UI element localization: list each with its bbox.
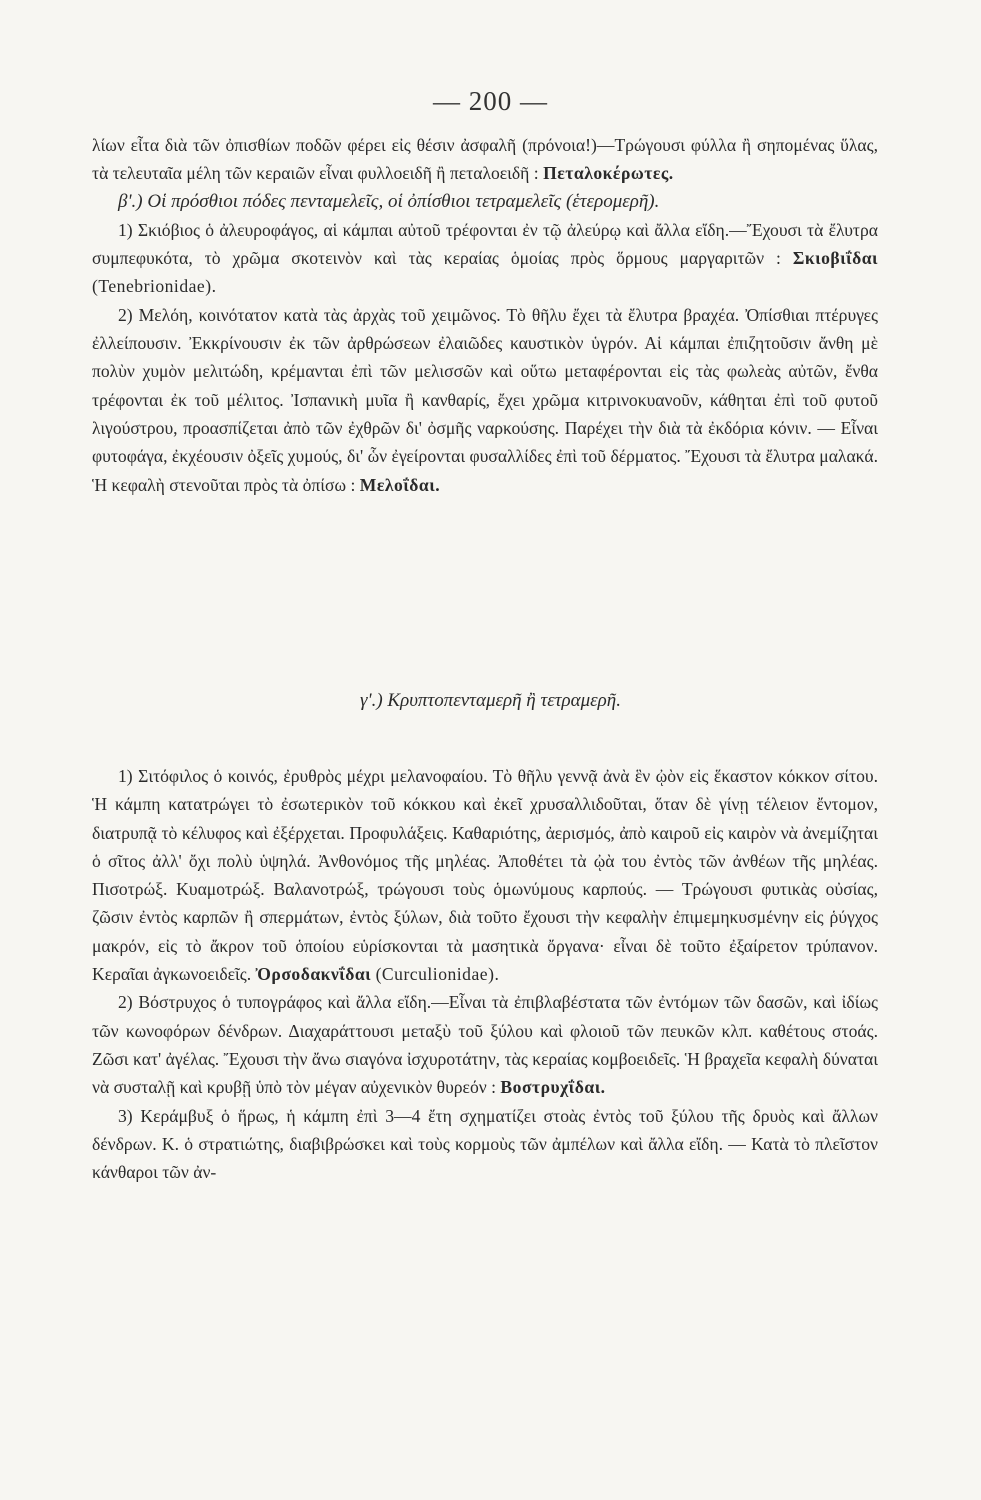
- latin-name: (Curculionidae).: [375, 964, 500, 985]
- family-name: Μελοΐδαι.: [359, 474, 441, 495]
- page-number: — 200 —: [433, 86, 548, 116]
- family-name: Πεταλοκέρωτες.: [543, 163, 674, 184]
- paragraph-meloe: 2) Μελόη, κοινότατον κατὰ τὰς ἀρχὰς τοῦ χειμῶνος. Τὸ θῆλυ ἔχει τὰ ἔλυτρα βραχέα. Ὀπίσθιαι πτέρυγες ἐλλείπουσιν. Ἐκκρίνουσιν ἐκ τῶν ἀρθρώσεων ἐλαιῶδες καυστικὸν ὑγρόν. Αἱ κάμπαι ἐπιζητοῦσιν ἄνθη μὲ πολὺν χυμὸν μελιτώδη, κρέμανται ἐπὶ τῶν μελισσῶν καὶ οὕτω μεταφέρονται εἰς τὰς φωλεὰς αὐτῶν, ἔνθα τρέφονται ἐκ τοῦ μέλιτος. Ἰσπανικὴ μυῖα ἢ κανθαρίς, ἔχει χρῶμα κιτρινοκυανοῦν, κάθηται ἐπὶ τοῦ φυτοῦ λιγούστρου, προασπίζεται ἀπὸ τῶν ἐχθρῶν δι' ὀσμῆς ναρκούσης. Παρέχει τὴν διὰ τὰ ἐκδόρια κόνιν. — Εἶναι φυτοφάγα, ἐκχέουσιν ὀξεῖς χυμούς, δι' ὧν ἐγείρονται φυσαλλίδες ἐπὶ τοῦ δέρματος. Ἔχουσι τὰ ἔλυτρα μαλακά. Ἡ κεφαλὴ στενοῦται πρὸς τὰ ὀπίσω : Μελοΐδαι.: [92, 304, 878, 495]
- paragraph-cerambyx: 3) Κεράμβυξ ὁ ἥρως, ἡ κάμπη ἐπὶ 3—4 ἔτη σχηματίζει στοὰς ἐντὸς τοῦ ξύλου τῆς δρυὸς καὶ ἄλλων δένδρων. Κ. ὁ στρατιώτης, διαβιβρώσκει καὶ τοὺς κορμοὺς τῶν ἀμπέλων καὶ ἄλλα εἴδη. — Κατὰ τὸ πλεῖστον κάνθαροι τῶν ἀν-: [92, 1105, 878, 1183]
- section-gamma-heading: γ'.) Κρυπτοπενταμερῆ ἢ τετραμερῆ.: [360, 690, 621, 711]
- section-a-text: [92, 131, 878, 499]
- paragraph-intro: λίων εἶτα διὰ τῶν ὀπισθίων ποδῶν φέρει εἰς θέσιν ἀσφαλῆ (πρόνοια!)—Τρώγουσι φύλλα ἢ σηπομένας ὕλας, τὰ τελευταῖα μέλη τῶν κεραιῶν εἶναι φυλλοειδῆ ἢ πεταλοειδῆ : Πεταλοκέρωτες.: [92, 135, 878, 184]
- family-name: Ὀρσοδακνΐδαι: [255, 964, 372, 985]
- family-name: Βοστρυχΐδαι.: [500, 1077, 606, 1098]
- paragraph-bostrychus: 2) Βόστρυχος ὁ τυπογράφος καὶ ἄλλα εἴδη.—Εἶναι τὰ ἐπιβλαβέστατα τῶν ἐντόμων τῶν δασῶν, καὶ ἰδίως τῶν κωνοφόρων δένδρων. Διαχαράττουσι μεταξὺ τοῦ ξύλου καὶ φλοιοῦ τῶν πευκῶν κλπ. καθέτους στοάς. Ζῶσι κατ' ἀγέλας. Ἔχουσι τὴν ἄνω σιαγόνα ἰσχυροτάτην, τὰς κεραίας κομβοειδεῖς. Ἡ βραχεῖα κεφαλὴ δύναται νὰ συσταλῇ καὶ κρυβῇ ὑπὸ τὸν μέγαν αὐχενικὸν θυρεόν : Βοστρυχΐδαι.: [92, 992, 878, 1098]
- paragraph-sciobius: 1) Σκιόβιος ὁ ἀλευροφάγος, αἱ κάμπαι αὐτοῦ τρέφονται ἐν τῷ ἀλεύρῳ καὶ ἄλλα εἴδη.—Ἔχουσι τὰ ἔλυτρα συμπεφυκότα, τὸ χρῶμα σκοτεινὸν καὶ τὰς κεραίας ὁμοίας πρὸς ὅρμους μαργαριτῶν : Σκιοβιΐδαι (Tenebrionidae).: [92, 219, 878, 297]
- family-name: Σκιοβιΐδαι: [792, 248, 878, 269]
- paragraph-sitophilus: 1) Σιτόφιλος ὁ κοινός, ἐρυθρὸς μέχρι μελανοφαίου. Τὸ θῆλυ γεννᾷ ἀνὰ ἓν ᾠὸν εἰς ἕκαστον κόκκον σίτου. Ἡ κάμπη κατατρώγει τὸ ἐσωτερικὸν τοῦ κόκκου καὶ ἐκεῖ χρυσαλλιδοῦται, ὅταν δὲ γίνῃ τέλειον ἔντομον, διατρυπᾷ τὸ κέλυφος καὶ ἐξέρχεται. Προφυλάξεις. Καθαριότης, ἀερισμός, ἀπὸ καιροῦ εἰς καιρὸν νὰ ἀνεμίζηται ὁ σῖτος ἀλλ' ὄχι πολὺ ὑψηλά. Ἀνθονόμος τῆς μηλέας. Ἀποθέτει τὰ ᾠὰ του ἐντὸς τῶν ἀνθέων τῆς μηλέας. Πισοτρώξ. Κυαμοτρώξ. Βαλανοτρώξ, τρώγουσι τοὺς ὁμωνύμους καρπούς. — Τρώγουσι φυτικὰς οὐσίας, ζῶσιν ἐντὸς καρπῶν ἢ σπερμάτων, ἐντὸς ξύλων, διὰ τοῦτο ἔχουσι τὴν κεφαλὴν ἐπιμεμηκυσμένην εἰς ῥύγχος μακρόν, εἰς τὸ ἄκρον τοῦ ὁποίου εὑρίσκονται τὰ μασητικὰ ὄργανα· εἶναι δὲ τοῦτο ἐξαίρετον τρύπανον. Κεραῖαι ἀγκωνοειδεῖς. Ὀρσοδακνΐδαι (Curculionidae).: [92, 766, 878, 985]
- section-beta-heading: β'.) Οἱ πρόσθιοι πόδες πενταμελεῖς, οἱ ὀπίσθιοι τετραμελεῖς (ἑτερομερῆ).: [118, 190, 660, 212]
- section-c-text: [92, 762, 878, 1186]
- latin-name: (Tenebrionidae).: [92, 276, 217, 297]
